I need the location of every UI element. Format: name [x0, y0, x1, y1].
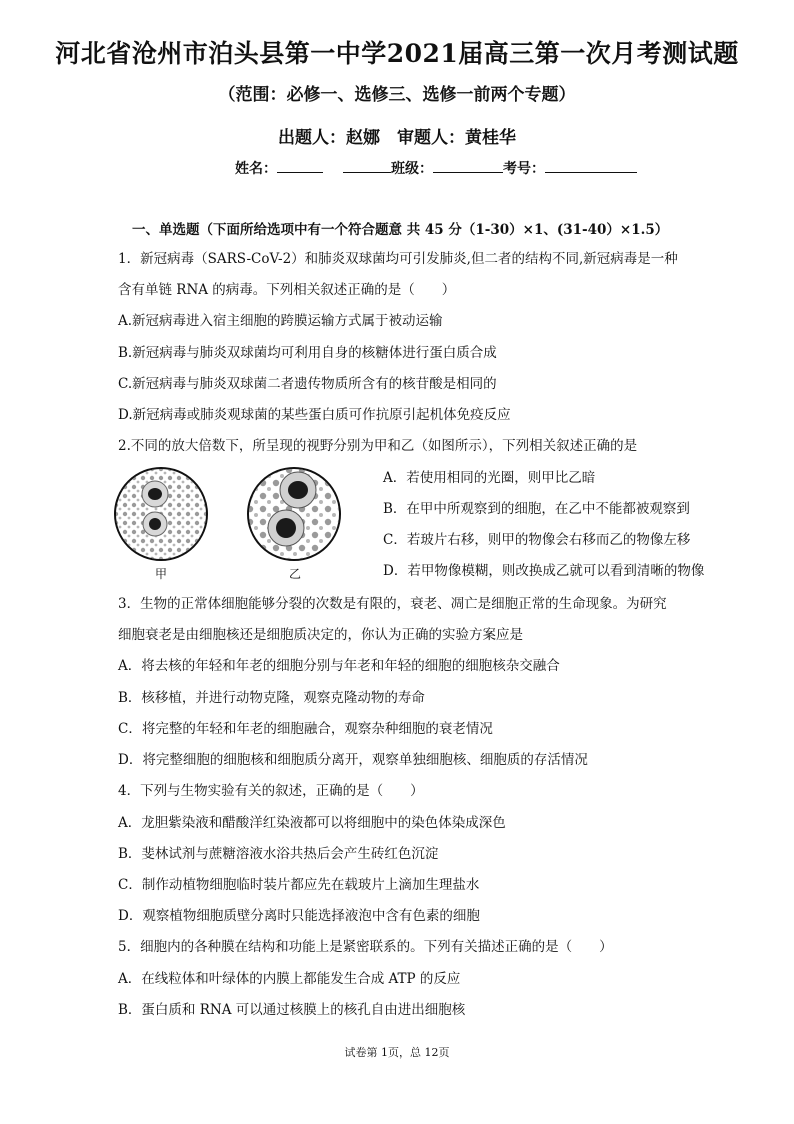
q5-option-b: B．蛋白质和 RNA 可以通过核膜上的核孔自由进出细胞核 [118, 1002, 466, 1018]
exam-no-blank[interactable] [545, 158, 637, 173]
q4-option-b: B．斐林试剂与蔗糖溶液水浴共热后会产生砖红色沉淀 [118, 846, 439, 862]
q1-option-a: A.新冠病毒进入宿主细胞的跨膜运输方式属于被动运输 [118, 313, 443, 329]
class-blank[interactable] [433, 158, 503, 173]
q3-option-a: A．将去核的年轻和年老的细胞分别与年老和年轻的细胞的细胞核杂交融合 [118, 658, 560, 674]
name-blank-2[interactable] [343, 158, 391, 173]
q1-option-c: C.新冠病毒与肺炎双球菌二者遗传物质所含有的核苷酸是相同的 [118, 376, 497, 392]
q3-stem-line2: 细胞衰老是由细胞核还是细胞质决定的，你认为正确的实验方案应是 [118, 627, 523, 643]
name-blank[interactable] [277, 158, 323, 173]
q1-stem-line2: 含有单链 RNA 的病毒。下列相关叙述正确的是（ ） [118, 282, 456, 298]
q2-option-b: B．在甲中所观察到的细胞，在乙中不能都被观察到 [383, 501, 690, 517]
q4-option-a: A．龙胆紫染液和醋酸洋红染液都可以将细胞中的染色体染成深色 [118, 815, 506, 831]
q3-option-d: D．将完整细胞的细胞核和细胞质分离开，观察单独细胞核、细胞质的存活情况 [118, 752, 588, 768]
section-heading: 一、单选题（下面所给选项中有一个符合题意 共 45 分（1-30）×1、(31-40）×1.5） [132, 222, 669, 238]
q1-option-d: D.新冠病毒或肺炎观球菌的某些蛋白质可作抗原引起机体免疫反应 [118, 407, 511, 423]
q2-option-a: A．若使用相同的光圈，则甲比乙暗 [383, 470, 596, 486]
microscope-field-yi [246, 466, 342, 562]
q4-option-d: D．观察植物细胞质壁分离时只能选择液泡中含有色素的细胞 [118, 908, 480, 924]
exam-title: 河北省沧州市泊头县第一中学2021届高三第一次月考测试题 [55, 39, 739, 68]
exam-scope: （范围：必修一、选修三、选修一前两个专题） [218, 85, 576, 105]
q3-option-b: B．核移植，并进行动物克隆，观察克隆动物的寿命 [118, 690, 425, 706]
q3-option-c: C．将完整的年轻和年老的细胞融合，观察杂种细胞的衰老情况 [118, 721, 493, 737]
q5-stem: 5．细胞内的各种膜在结构和功能上是紧密联系的。下列有关描述正确的是（ ） [118, 939, 613, 955]
q5-option-a: A．在线粒体和叶绿体的内膜上都能发生合成 ATP 的反应 [118, 971, 461, 987]
student-info-row [235, 158, 637, 178]
q4-option-c: C．制作动植物细胞临时装片都应先在载玻片上滴加生理盐水 [118, 877, 480, 893]
exam-no-label: 考号： [503, 161, 545, 177]
q1-option-b: B.新冠病毒与肺炎双球菌均可利用自身的核糖体进行蛋白质合成 [118, 345, 497, 361]
microscope-field-jia [113, 466, 209, 562]
figure-label-yi: 乙 [289, 567, 302, 581]
figure-label-jia: 甲 [155, 567, 168, 581]
name-label: 姓名： [235, 161, 277, 177]
q4-stem: 4．下列与生物实验有关的叙述，正确的是（ ） [118, 783, 424, 799]
q2-stem: 2.不同的放大倍数下，所呈现的视野分别为甲和乙（如图所示），下列相关叙述正确的是 [118, 438, 638, 454]
class-label: 班级： [391, 161, 433, 177]
q1-stem-line1: 1．新冠病毒（SARS-CoV-2）和肺炎双球菌均可引发肺炎,但二者的结构不同,新冠病毒是一种 [118, 251, 678, 267]
q2-option-d: D．若甲物像模糊，则改换成乙就可以看到清晰的物像 [383, 563, 705, 579]
q3-stem-line1: 3．生物的正常体细胞能够分裂的次数是有限的，衰老、凋亡是细胞正常的生命现象。为研究 [118, 596, 667, 612]
q2-option-c: C．若玻片右移，则甲的物像会右移而乙的物像左移 [383, 532, 691, 548]
page-footer: 试卷第 1页，总 12页 [344, 1046, 450, 1059]
exam-authors: 出题人：赵娜 审题人：黄桂华 [278, 128, 516, 148]
